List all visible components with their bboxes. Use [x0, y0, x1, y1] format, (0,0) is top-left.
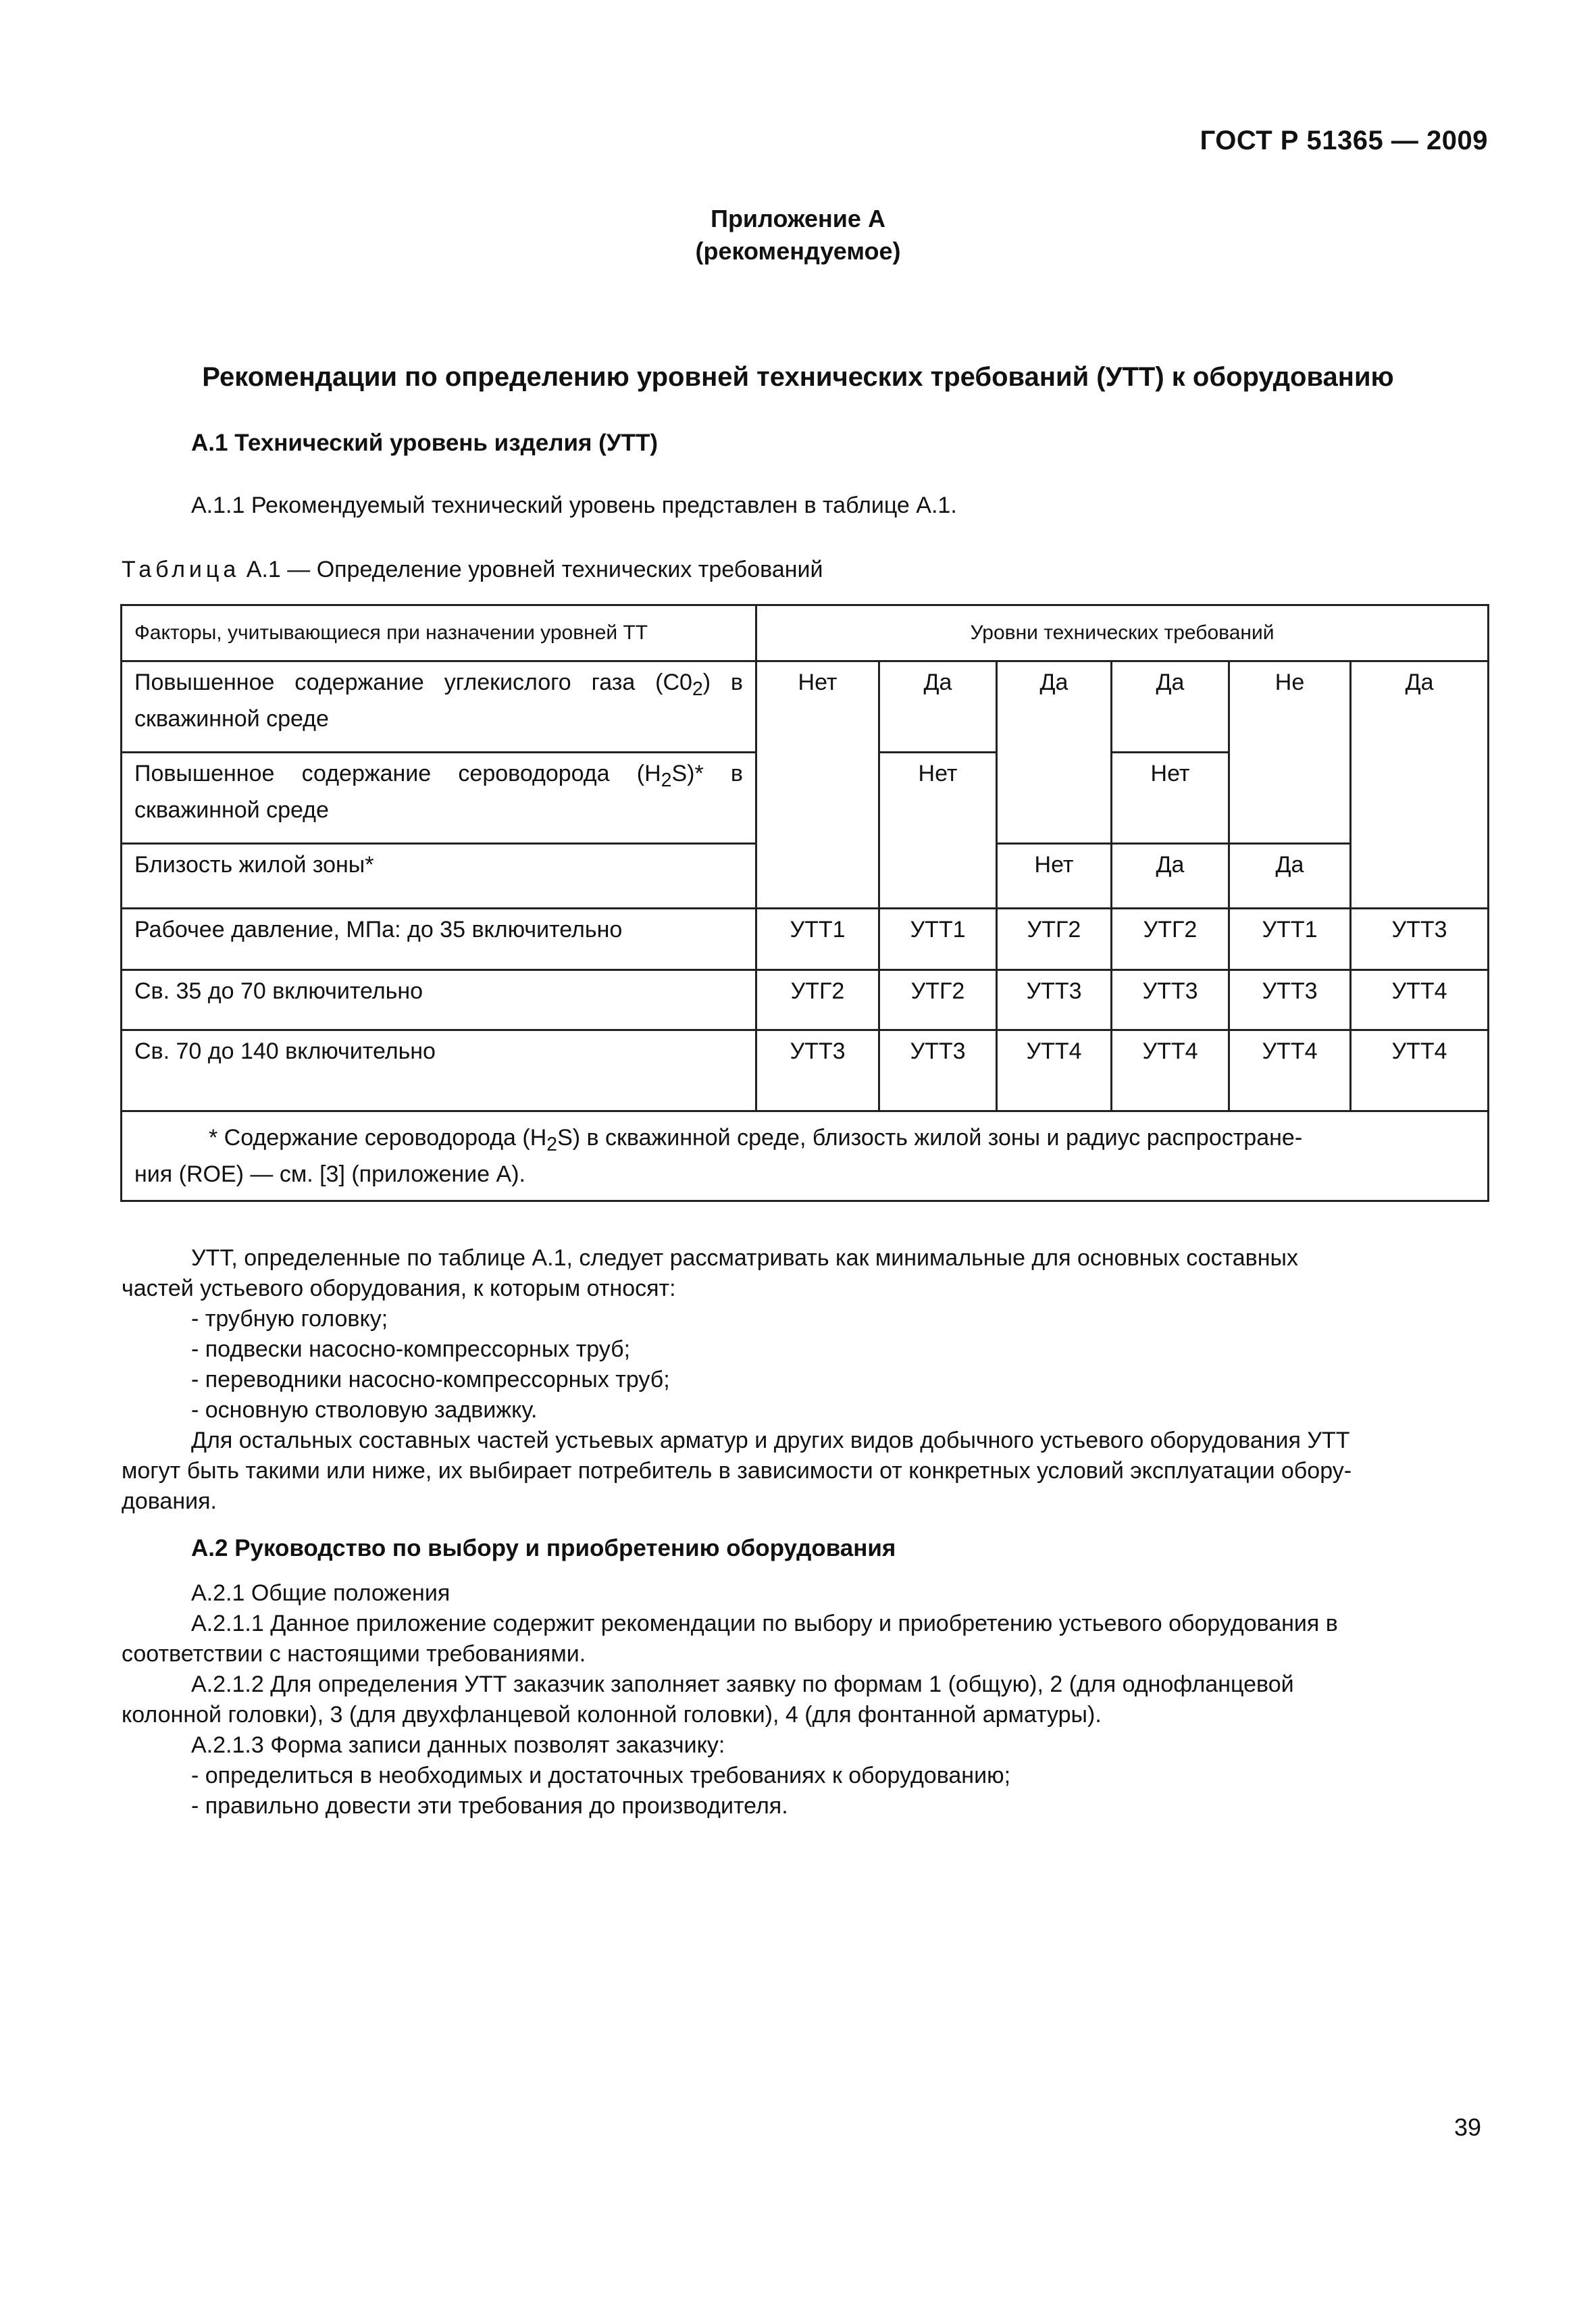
- table-caption-text: А.1 — Определение уровней технических требований: [246, 557, 823, 582]
- pressure-1-cell: УТТ1: [756, 909, 879, 970]
- a2-line: соответствии с настоящими требованиями.: [122, 1641, 586, 1667]
- pressure-1-cell: УТТ3: [1351, 909, 1489, 970]
- section-a1-paragraph: А.1.1 Рекомендуемый технический уровень представлен в таблице А.1.: [191, 493, 957, 518]
- section-a1-heading: А.1 Технический уровень изделия (УТТ): [191, 430, 659, 456]
- requirements-table: [120, 604, 1489, 1202]
- a2-line: А.2.1.2 Для определения УТТ заказчик заполняет заявку по формам 1 (общую), 2 (для однофланцевой: [191, 1671, 1294, 1697]
- table-row-co2: [122, 661, 1489, 753]
- document-code: ГОСТ Р 51365 — 2009: [1200, 126, 1488, 155]
- table-caption-word: Таблица: [122, 557, 240, 582]
- cell-h2s-1: Нет: [879, 753, 997, 909]
- list-item: - переводники насосно-компрессорных труб;: [191, 1367, 670, 1392]
- pressure-2-cell: УТТ3: [1112, 970, 1229, 1030]
- pressure-label-2: Св. 35 до 70 включительно: [122, 970, 756, 1030]
- annex-title: Приложение А: [711, 205, 885, 232]
- pressure-3-cell: УТТ4: [1112, 1030, 1229, 1111]
- pressure-label-3: Св. 70 до 140 включительно: [122, 1030, 756, 1111]
- main-title: Рекомендации по определению уровней технических требований (УТТ) к оборудованию: [202, 362, 1394, 392]
- cell-h2s-2: Нет: [1112, 753, 1229, 844]
- cell-co2-5: Не: [1229, 661, 1351, 844]
- header-factors: Факторы, учитывающиеся при назначении уровней ТТ: [122, 605, 756, 661]
- factor-h2s: Повышенное содержание сероводорода $(Н_2S)*$ в скважинной среде: [122, 753, 756, 844]
- pressure-2-cell: УТТ3: [1229, 970, 1351, 1030]
- list-item: - трубную головку;: [191, 1306, 388, 1332]
- after-table-line: могут быть такими или ниже, их выбирает потребитель в зависимости от конкретных условий эксплуатации обору-: [122, 1458, 1352, 1484]
- after-table-line: УТТ, определенные по таблице А.1, следует рассматривать как минимальные для основных составных: [191, 1245, 1298, 1271]
- table-caption: [122, 557, 823, 583]
- pressure-2-cell: УТГ2: [756, 970, 879, 1030]
- pressure-2-cell: УТТ4: [1351, 970, 1489, 1030]
- page-number: 39: [1453, 2113, 1481, 2141]
- pressure-3-cell: УТТ4: [1229, 1030, 1351, 1111]
- section-a2-text: [122, 1578, 1472, 1821]
- after-table-line: Для остальных составных частей устьевых арматур и других видов добычного устьевого оборудования УТТ: [191, 1428, 1350, 1453]
- pressure-1-cell: УТТ1: [879, 909, 997, 970]
- header-levels: Уровни технических требований: [756, 605, 1489, 661]
- after-table-line: частей устьевого оборудования, к которым относят:: [122, 1276, 676, 1301]
- cell-co2-1: Нет: [756, 661, 879, 909]
- cell-co2-6: Да: [1351, 661, 1489, 909]
- a2-line: А.2.1.3 Форма записи данных позволят заказчику:: [191, 1732, 725, 1758]
- pressure-3-cell: УТТ4: [997, 1030, 1112, 1111]
- list-item: - подвески насосно-компрессорных труб;: [191, 1336, 631, 1362]
- pressure-3-cell: УТТ3: [756, 1030, 879, 1111]
- a2-line: А.2.1 Общие положения: [191, 1580, 451, 1606]
- pressure-3-cell: УТТ4: [1351, 1030, 1489, 1111]
- cell-co2-4: Да: [1112, 661, 1229, 753]
- after-table-text: [122, 1243, 1472, 1517]
- pressure-2-cell: УТТ3: [997, 970, 1112, 1030]
- a2-line: колонной головки), 3 (для двухфланцевой колонной головки), 4 (для фонтанной арматуры).: [122, 1702, 1102, 1728]
- a2-line: А.2.1.1 Данное приложение содержит рекомендации по выбору и приобретению устьевого оборудования в: [191, 1611, 1338, 1636]
- cell-co2-2: Да: [879, 661, 997, 753]
- list-item: - основную стволовую задвижку.: [191, 1397, 538, 1423]
- table-row-pressure-1: [122, 909, 1489, 970]
- factor-co2: Повышенное содержание углекислого газа $(С0_2)$ в скважинной среде: [122, 661, 756, 753]
- pressure-1-cell: УТГ2: [997, 909, 1112, 970]
- table-footnote: * Содержание сероводорода $(Н_2S)$ в скважинной среде, близость жилой зоны и радиус распростране- ния (ROE) — см. [3] (приложение А).: [122, 1111, 1489, 1201]
- factor-zone: Близость жилой зоны*: [122, 844, 756, 909]
- pressure-3-cell: УТТ3: [879, 1030, 997, 1111]
- pressure-label-1: Рабочее давление, МПа: до 35 включительно: [122, 909, 756, 970]
- table-header-row: [122, 605, 1489, 661]
- after-table-line: дования.: [122, 1488, 217, 1514]
- pressure-1-cell: УТГ2: [1112, 909, 1229, 970]
- cell-zone-2: Да: [1112, 844, 1229, 909]
- section-a2-heading: А.2 Руководство по выбору и приобретению оборудования: [191, 1535, 896, 1561]
- cell-zone-1: Нет: [997, 844, 1112, 909]
- table-row-pressure-2: [122, 970, 1489, 1030]
- a2-line: - определиться в необходимых и достаточных требованиях к оборудованию;: [191, 1763, 1011, 1788]
- a2-line: - правильно довести эти требования до производителя.: [191, 1793, 788, 1819]
- cell-co2-3: Да: [997, 661, 1112, 844]
- cell-zone-3: Да: [1229, 844, 1351, 909]
- table-row-pressure-3: [122, 1030, 1489, 1111]
- pressure-2-cell: УТГ2: [879, 970, 997, 1030]
- pressure-1-cell: УТТ1: [1229, 909, 1351, 970]
- table-footnote-row: [122, 1111, 1489, 1201]
- annex-subtitle: (рекомендуемое): [695, 237, 901, 265]
